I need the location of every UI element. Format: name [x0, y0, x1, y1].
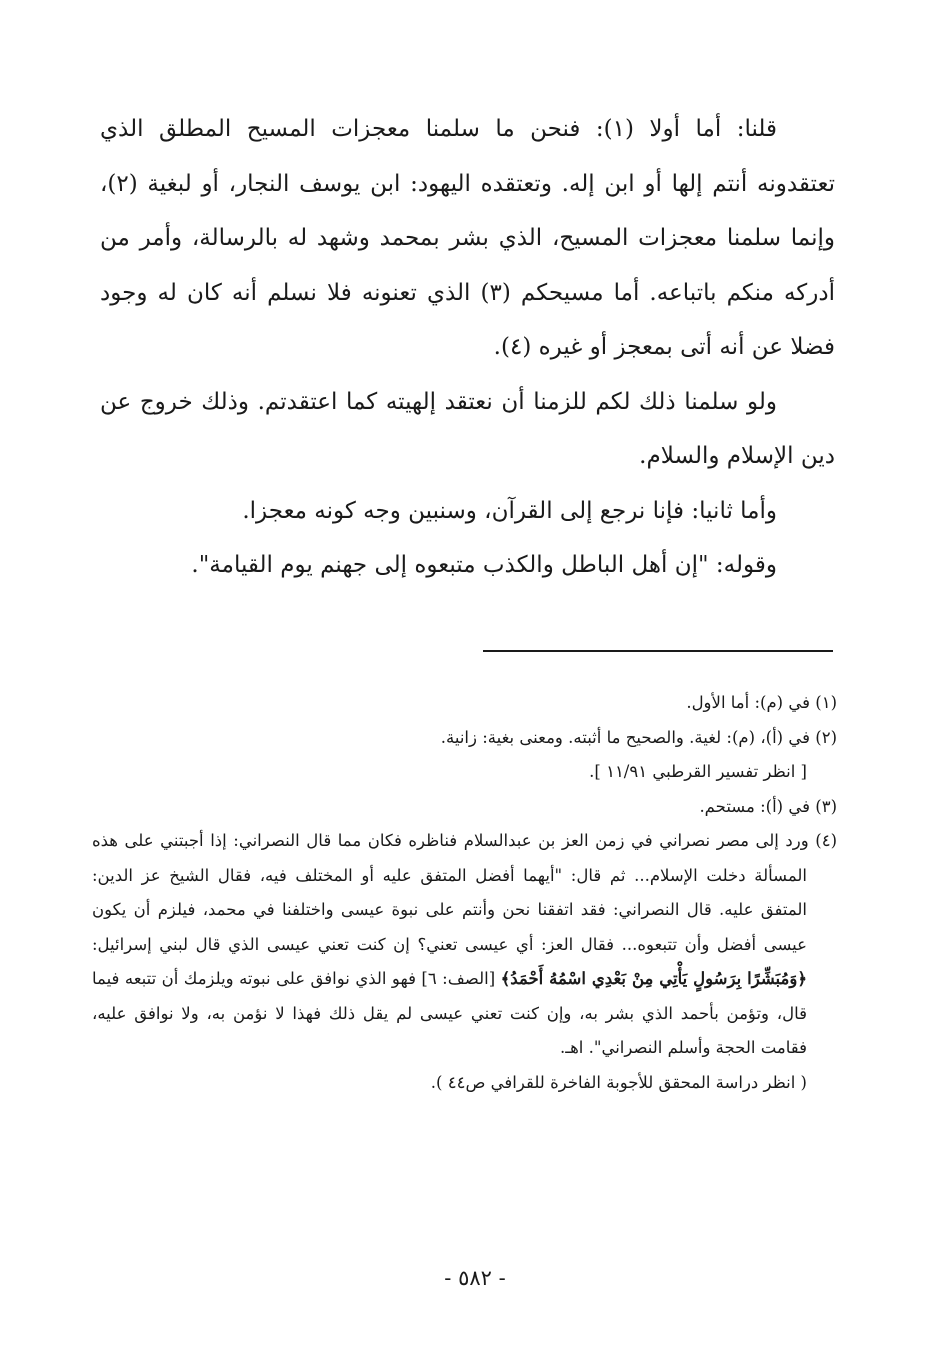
footnote-4-reference: ( انظر دراسة المحقق للأجوبة الفاخرة للقرافي ص٤٤ ).	[430, 1072, 807, 1092]
footnote-4	[92, 824, 837, 1066]
paragraph-4: وقوله: "إن أهل الباطل والكذب متبعوه إلى جهنم يوم القيامة".	[191, 552, 777, 578]
footnote-3: (٣) في (أ): مستحم.	[699, 796, 837, 816]
footnote-separator	[483, 650, 833, 652]
paragraph-1: قلنا: أما أولا (١): فنحن ما سلمنا معجزات المسيح المطلق الذي تعتقدونه أنتم إلها أو ابن إله. وتعتقده اليهود: ابن يوسف النجار، أو لبغية (٢)، وإنما سلمنا معجزات المسيح، الذي بشر بمحمد وشهد له بالرسالة، وأمر من أدركه منكم باتباعه. أما مسيحكم (٣) الذي تعنونه فلا نسلم أنه كان له وجود فضلا عن أنه أتى بمعجز أو غيره (٤).	[100, 116, 835, 360]
footnote-4-text-part1: (٤) ورد إلى مصر نصراني في زمن العز بن عبدالسلام فناظره فكان مما قال النصراني: إذا أجبتني على هذه المسألة دخلت الإسلام... ثم قال: "أيهما أفضل المتفق عليه أو المختلف فيه، فقال الشيخ عز الدين: المتفق عليه. قال النصراني: فقد اتفقنا نحن وأنتم على نبوة عيسى واختلفنا في محمد، فيلزم أن يكون عيسى أفضل وأن تتبعوه... فقال العز: أي عيسى تعني؟ إن كنت تعني عيسى الذي قال لبني إسرائيل:	[92, 831, 837, 954]
paragraph-3: وأما ثانيا: فإنا نرجع إلى القرآن، وسنبين وجه كونه معجزا.	[242, 497, 777, 524]
footnote-4-text-part2: [الصف: ٦] فهو الذي نوافق على نبوته ويلزمك أن تتبعه فيما قال، وتؤمن بأحمد الذي بشر به، وإن كنت تعني عيسى لم يقل ذلك فهذا لا نؤمن به، ولا نوافق عليه، فقامت الحجة وأسلم النصراني". اهـ.	[92, 969, 807, 1057]
footnote-1: (١) في (م): أما الأول.	[686, 693, 837, 712]
main-text	[100, 102, 835, 593]
page-number: - ٥٨٢ -	[444, 1266, 506, 1290]
footnote-2-reference: [ انظر تفسير القرطبي ١١/٩١ ].	[589, 762, 807, 781]
footnotes	[92, 686, 837, 1100]
footnote-2: (٢) في (أ)، (م): لغية. والصحيح ما أثبته. ومعنى بغية: زانية.	[440, 727, 837, 747]
quran-verse: ﴿وَمُبَشِّرًا بِرَسُولٍ يَأْتِي مِنْ بَعْدِي اسْمُهُ أَحْمَدُ﴾	[500, 969, 807, 988]
paragraph-2: ولو سلمنا ذلك لكم للزمنا أن نعتقد إلهيته كما اعتقدتم. وذلك خروج عن دين الإسلام والسلام.	[100, 388, 835, 469]
